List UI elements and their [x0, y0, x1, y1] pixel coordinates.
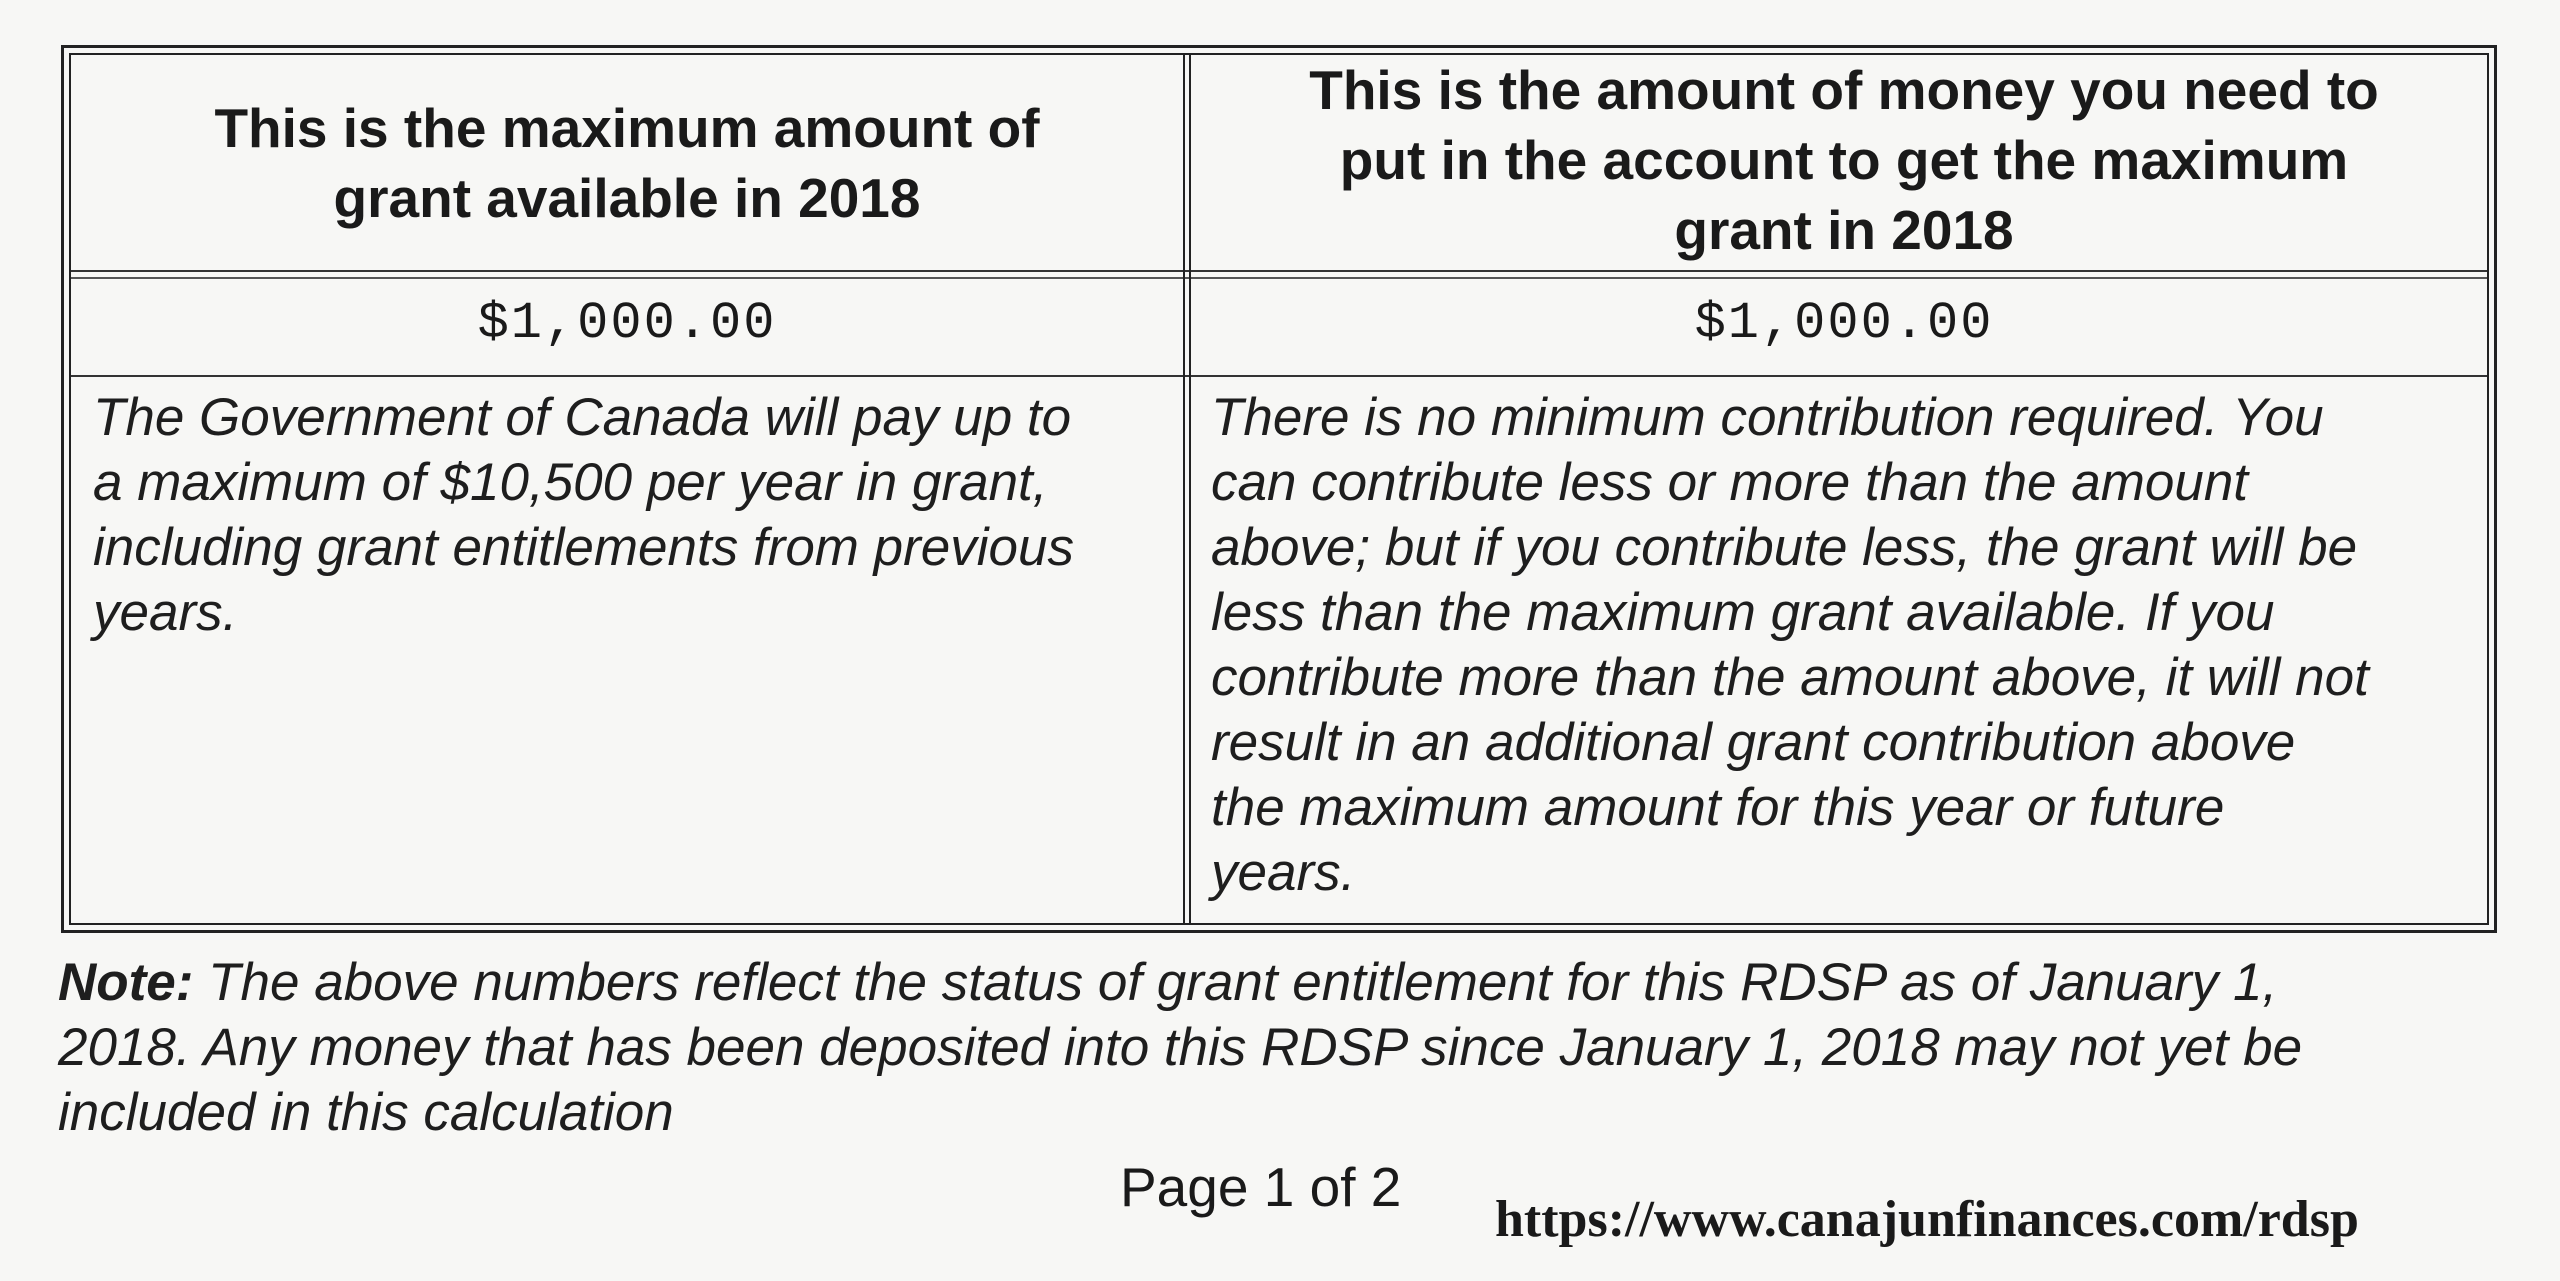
max-grant-description-line-2: a maximum of $10,500 per year in grant,: [93, 453, 1048, 512]
max-grant-amount: $1,000.00: [477, 294, 777, 353]
required-deposit-description-line-6: result in an additional grant contribution above: [1211, 713, 2296, 772]
required-deposit-description-line-7: the maximum amount for this year or future: [1211, 778, 2225, 837]
required-deposit-description-line-3: above; but if you contribute less, the grant will be: [1211, 518, 2358, 577]
grant-table-inner: [69, 53, 2489, 925]
header-required-deposit-line-1: This is the amount of money you need to: [1309, 59, 2379, 121]
amount-cell-max-grant: [71, 279, 1183, 375]
header-row-divider: [71, 270, 2487, 272]
amount-row-divider: [71, 375, 2487, 377]
source-url[interactable]: https://www.canajunfinances.com/rdsp: [1495, 1191, 2359, 1248]
required-deposit-description-line-2: can contribute less or more than the amount: [1211, 453, 2249, 512]
note-label: Note:: [58, 953, 194, 1012]
note-line-3: included in this calculation: [58, 1083, 674, 1142]
header-required-deposit-line-2: put in the account to get the maximum: [1339, 129, 2349, 191]
note-line-1-text: The above numbers reflect the status of grant entitlement for this RDSP as of January 1,: [193, 953, 2278, 1012]
note-line-2: 2018. Any money that has been deposited into this RDSP since January 1, 2018 may not yet be: [58, 1018, 2303, 1077]
grant-table: [61, 45, 2497, 933]
header-max-grant-line-1: This is the maximum amount of: [214, 97, 1040, 159]
required-deposit-description-line-4: less than the maximum grant available. If you: [1211, 583, 2275, 642]
header-required-deposit-line-3: grant in 2018: [1674, 199, 2014, 261]
note-paragraph: [58, 950, 2518, 1145]
required-deposit-amount: $1,000.00: [1694, 294, 1994, 353]
description-cell-required-deposit: [1211, 385, 2496, 905]
required-deposit-description-line-5: contribute more than the amount above, it will not: [1211, 648, 2369, 707]
required-deposit-description-line-1: There is no minimum contribution required. You: [1211, 388, 2324, 447]
header-cell-required-deposit: [1191, 55, 2497, 270]
header-max-grant-line-2: grant available in 2018: [333, 167, 921, 229]
max-grant-description-line-3: including grant entitlements from previous: [93, 518, 1074, 577]
max-grant-description-line-4: years.: [93, 583, 238, 642]
amount-cell-required-deposit: [1191, 279, 2497, 375]
header-cell-max-grant: [71, 55, 1183, 270]
required-deposit-description-line-8: years.: [1211, 843, 1356, 902]
max-grant-description-line-1: The Government of Canada will pay up to: [93, 388, 1072, 447]
page-number: Page 1 of 2: [1120, 1156, 1402, 1218]
column-divider: [1183, 55, 1191, 923]
description-cell-max-grant: [93, 385, 1178, 645]
note-line-1: [58, 950, 2518, 1015]
